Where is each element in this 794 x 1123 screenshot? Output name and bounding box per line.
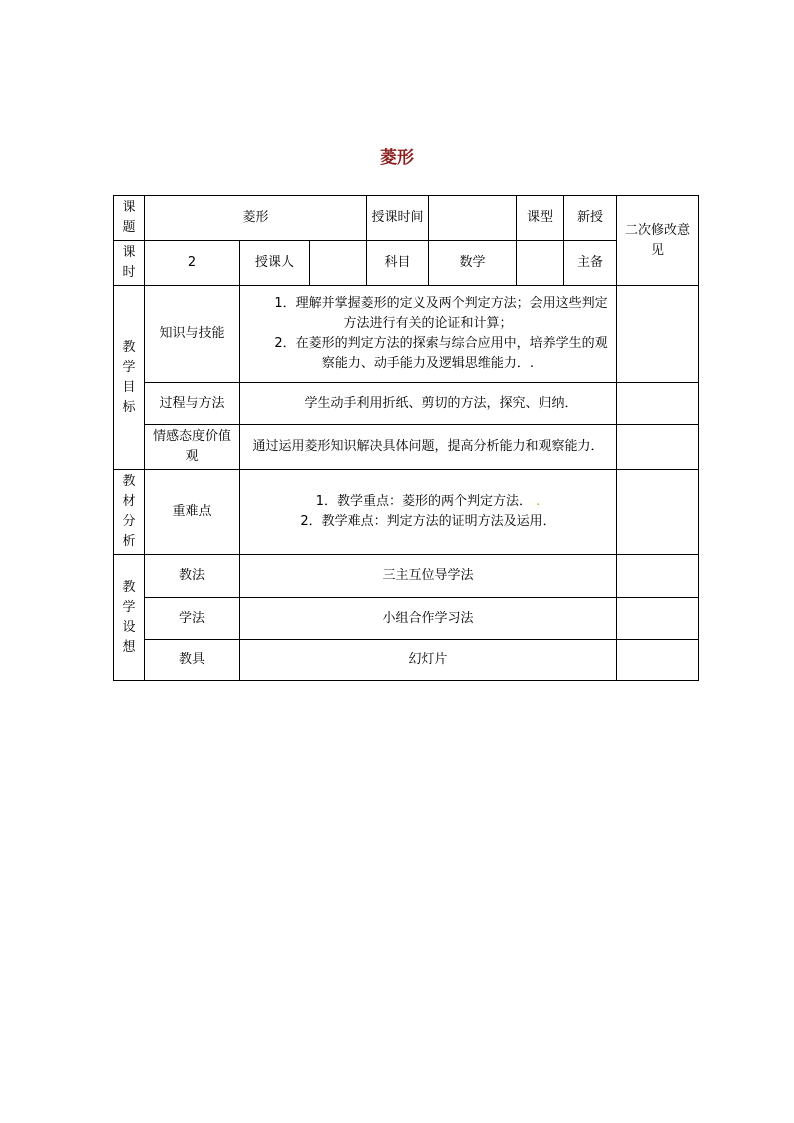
focus-content <box>240 470 617 555</box>
knowledge-line-1: 1．理解并掌握菱形的定义及两个判定方法；会用这些判定方法进行有关的论证和计算； <box>274 296 608 331</box>
period-value: 2 <box>145 241 240 286</box>
objectives-knowledge-row <box>114 286 699 383</box>
knowledge-label: 知识与技能 <box>145 286 240 383</box>
teacher-label: 授课人 <box>240 241 310 286</box>
emotion-label: 情感态度价值观 <box>145 425 240 470</box>
knowledge-content <box>240 286 617 383</box>
process-label: 过程与方法 <box>145 383 240 425</box>
revision-label: 二次修改意见 <box>617 196 699 286</box>
topic-value: 菱形 <box>145 196 367 241</box>
method-value: 三主互位导学法 <box>240 555 617 598</box>
knowledge-revision-cell <box>617 286 699 383</box>
focus-label: 重难点 <box>145 470 240 555</box>
analysis-revision-cell <box>617 470 699 555</box>
tools-value: 幻灯片 <box>240 640 617 681</box>
type-label: 课型 <box>517 196 564 241</box>
type-value: 新授 <box>564 196 617 241</box>
subject-label: 科目 <box>367 241 429 286</box>
objectives-process-row <box>114 383 699 425</box>
design-tools-row <box>114 640 699 681</box>
emotion-revision-cell <box>617 425 699 470</box>
method-label: 教法 <box>145 555 240 598</box>
learning-revision-cell <box>617 598 699 640</box>
analysis-group-label: 教材分析 <box>114 470 145 555</box>
design-learning-row <box>114 598 699 640</box>
subject-value: 数学 <box>429 241 517 286</box>
emotion-value: 通过运用菱形知识解决具体问题，提高分析能力和观察能力． <box>240 425 617 470</box>
analysis-row <box>114 470 699 555</box>
document-title: 菱形 <box>380 148 414 168</box>
design-method-row <box>114 555 699 598</box>
lesson-plan-table <box>113 195 699 681</box>
focus-line-1: 1．教学重点：菱形的两个判定方法． . <box>315 494 541 509</box>
tools-label: 教具 <box>145 640 240 681</box>
objectives-group-label: 教学目标 <box>114 286 145 470</box>
learning-label: 学法 <box>145 598 240 640</box>
lead-value <box>517 241 564 286</box>
period-label: 课时 <box>114 241 145 286</box>
header-row-1 <box>114 196 699 241</box>
process-revision-cell <box>617 383 699 425</box>
objectives-emotion-row <box>114 425 699 470</box>
topic-label: 课题 <box>114 196 145 241</box>
tools-revision-cell <box>617 640 699 681</box>
time-label: 授课时间 <box>367 196 429 241</box>
lead-label: 主备 <box>564 241 617 286</box>
header-row-2 <box>114 241 699 286</box>
design-group-label: 教学设想 <box>114 555 145 681</box>
learning-value: 小组合作学习法 <box>240 598 617 640</box>
focus-line-2: 2．教学难点：判定方法的证明方法及运用． <box>300 514 556 529</box>
knowledge-line-2: 2．在菱形的判定方法的探索与综合应用中，培养学生的观察能力、动手能力及逻辑思维能力．. <box>274 336 608 371</box>
method-revision-cell <box>617 555 699 598</box>
teacher-value <box>310 241 367 286</box>
time-value <box>429 196 517 241</box>
process-value: 学生动手利用折纸、剪切的方法，探究、归纳． <box>240 383 617 425</box>
